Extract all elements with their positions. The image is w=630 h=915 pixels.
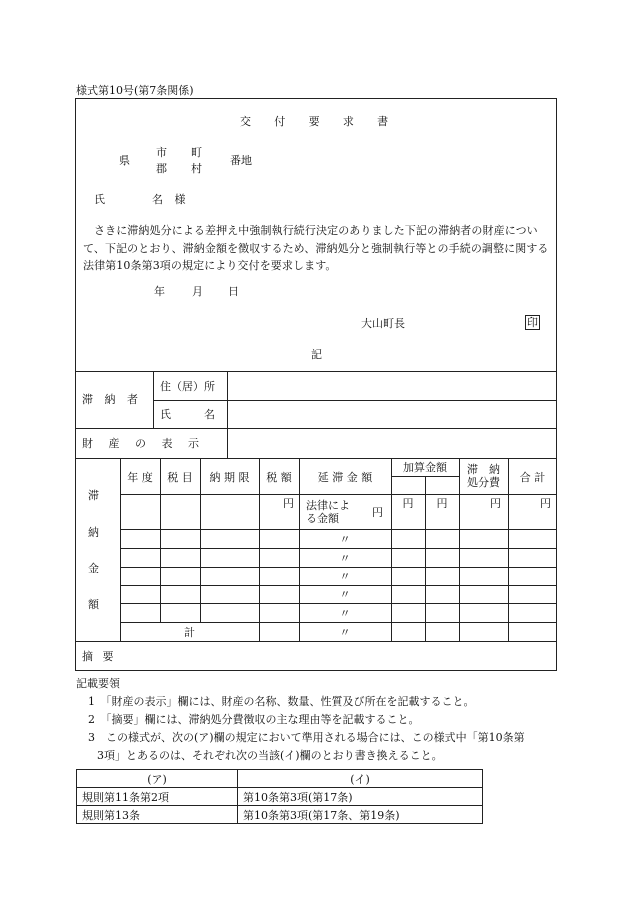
table-cell: 第10条第3項(第17条、第19条) [238,806,483,824]
document-title: 交 付 要 求 書 [240,115,399,128]
taxpayer-label: 滞 納 者 [82,393,138,406]
date-day: 日 [228,285,239,298]
rule [120,622,557,623]
request-body-text: さきに滞納処分による差押え中強制執行続行決定のありました下記の滞納者の財産について、下記のとおり、滞納金額を徴収するため、滞納処分と強制執行等との手続の調整に関する法律第10条第3項の規定により交付を要求します。 [83,224,549,272]
address-gun: 郡 [156,162,167,175]
ki-label: 記 [311,348,322,361]
date-month: 月 [192,285,203,298]
taxpayer-address-label: 住（居）所 [160,380,215,393]
note-item-1: 1 「財産の表示」欄には、財産の名称、数量、性質及び所在を記載すること。 [88,695,475,708]
ditto-mark: 〃 [339,588,351,601]
table-row [77,788,483,806]
rule [120,529,557,530]
header-item: 税 目 [167,471,193,484]
yen-delinquency: 円 [372,506,383,519]
side-label-1: 滞 [88,489,99,502]
ditto-mark: 〃 [339,607,351,620]
seal-mark: 印 [527,316,538,329]
address-banchi: 番地 [230,154,252,167]
issuer-name: 大山町長 [361,317,405,330]
table-row [77,806,483,824]
rule [120,458,121,641]
rule [120,585,557,586]
table-cell: 規則第11条第2項 [77,788,238,806]
replacement-table [76,769,483,824]
table-cell: 規則第13条 [77,806,238,824]
address-ken: 県 [119,154,130,167]
rule [120,548,557,549]
table-header-i: (イ) [238,770,483,788]
remarks-label: 摘 要 [82,650,114,663]
note-item-3: 3 この様式が、次の(ア)欄の規定において準用される場合には、この様式中「第10条第 [88,731,525,744]
rule [75,428,557,429]
rule [227,371,228,458]
taxpayer-name-label: 氏 名 [160,408,215,421]
address-shi: 市 [156,146,167,159]
sum-label: 計 [184,626,195,639]
table-cell: 第10条第3項(第17条) [238,788,483,806]
table-header-a: (ア) [77,770,238,788]
header-surcharge: 加算金額 [403,461,447,474]
yen-surcharge-2: 円 [436,497,448,510]
address-mura: 村 [191,162,202,175]
side-label-3: 金 [88,562,99,575]
address-machi: 町 [191,146,202,159]
yen-surcharge-1: 円 [402,497,414,510]
yen-total: 円 [540,497,551,510]
notes-heading: 記載要領 [76,677,120,690]
header-delinquency: 延 滞 金 額 [317,471,373,484]
property-label: 財 産 の 表 示 [82,437,199,450]
header-year: 年 度 [127,471,153,484]
addressee-mei-sama: 名 様 [152,193,186,206]
rule [120,494,557,495]
addressee-shi: 氏 [94,193,105,206]
header-total: 合 計 [519,471,546,484]
rule [508,458,509,641]
table-row [77,770,483,788]
header-tax: 税 額 [266,471,292,484]
legal-amount-label: 法律によ る金額 [306,499,350,525]
rule [75,641,557,642]
form-number: 様式第10号(第7条関係) [76,84,194,97]
ditto-mark: 〃 [339,533,351,546]
side-label-2: 納 [88,526,99,539]
ditto-mark: 〃 [339,626,351,639]
rule [391,458,392,641]
rule [120,603,557,604]
date-year: 年 [154,285,165,298]
note-item-2: 2 「摘要」欄には、滞納処分費徴収の主な理由等を記載すること。 [88,713,420,726]
yen-tax: 円 [283,497,294,510]
note-item-3-cont: 3項」とあるのは、それぞれ次の当該(イ)欄のとおり書き換えること。 [97,749,443,762]
rule [75,458,557,459]
header-due: 納 期 限 [209,471,250,484]
ditto-mark: 〃 [339,552,351,565]
rule [153,371,154,428]
ditto-mark: 〃 [339,570,351,583]
side-label-4: 額 [88,598,99,611]
rule [153,400,557,401]
rule [120,567,557,568]
rule [259,458,260,641]
header-disposal: 滞 納 処分費 [467,463,500,489]
yen-disposal: 円 [490,497,501,510]
rule [75,371,557,372]
